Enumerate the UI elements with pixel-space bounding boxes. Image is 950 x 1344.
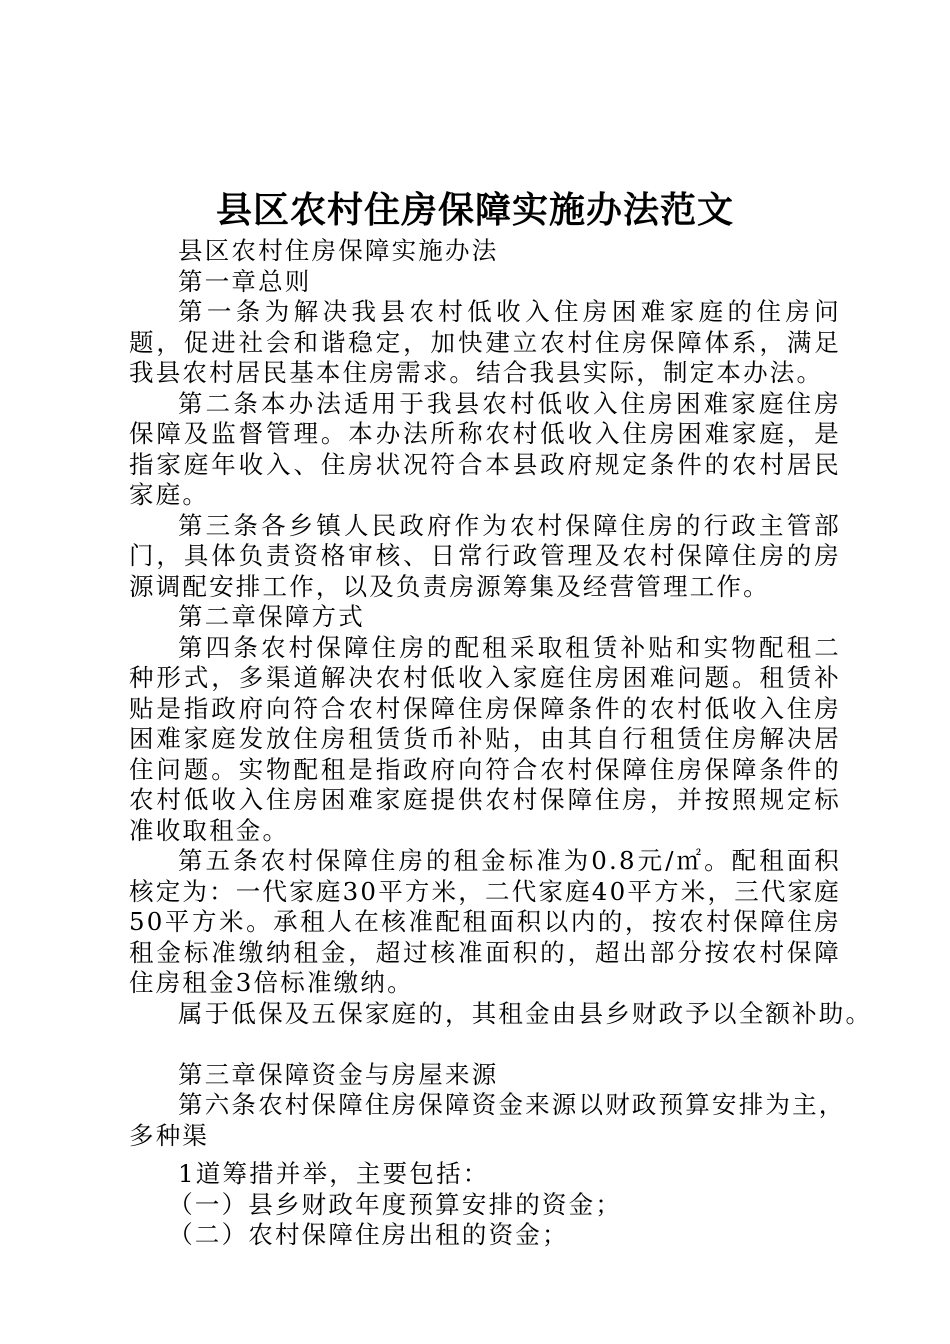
- subtitle: 县区农村住房保障实施办法: [178, 236, 499, 265]
- article-paragraph: 第二条本办法适用于我县农村低收入住房困难家庭住房保障及监督管理。本办法所称农村低收入住房困难家庭，是指家庭年收入、住房状况符合本县政府规定条件的农村居民家庭。: [129, 388, 841, 509]
- chapter-heading: 第二章保障方式: [178, 602, 365, 631]
- article-paragraph: 第五条农村保障住房的租金标准为0.8元/㎡。配租面积核定为：一代家庭30平方米，二代家庭40平方米，三代家庭50平方米。承租人在核准配租面积以内的，按农村保障住房租金标准缴纳租金，超过核准面积的，超出部分按农村保障住房租金3倍标准缴纳。: [129, 846, 841, 997]
- article-paragraph: 第四条农村保障住房的配租采取租赁补贴和实物配租二种形式，多渠道解决农村低收入家庭住房困难问题。租赁补贴是指政府向符合农村保障住房保障条件的农村低收入住房困难家庭发放住房租赁货币补贴，由其自行租赁住房解决居住问题。实物配租是指政府向符合农村保障住房保障条件的农村低收入住房困难家庭提供农村保障住房，并按照规定标准收取租金。: [129, 632, 841, 845]
- article-paragraph: 属于低保及五保家庭的，其租金由县乡财政予以全额补助。: [178, 998, 873, 1028]
- list-item: （二）农村保障住房出租的资金；: [168, 1220, 569, 1249]
- article-paragraph: 第六条农村保障住房保障资金来源以财政预算安排为主，: [178, 1090, 846, 1119]
- chapter-heading: 第三章保障资金与房屋来源: [178, 1059, 499, 1089]
- document-title: 县区农村住房保障实施办法范文: [215, 189, 734, 231]
- article-continuation: 多种渠: [129, 1120, 210, 1150]
- article-paragraph: 第三条各乡镇人民政府作为农村保障住房的行政主管部门，具体负责资格审核、日常行政管理及农村保障住房的房源调配安排工作，以及负责房源筹集及经营管理工作。: [129, 510, 841, 601]
- article-continuation: 1道筹措并举，主要包括：: [178, 1159, 490, 1188]
- chapter-heading: 第一章总则: [178, 266, 312, 296]
- document-body: [129, 236, 873, 1251]
- list-item: （一）县乡财政年度预算安排的资金；: [168, 1189, 623, 1219]
- blank-line: [129, 1029, 841, 1060]
- article-paragraph: 第一条为解决我县农村低收入住房困难家庭的住房问题，促进社会和谐稳定，加快建立农村住房保障体系，满足我县农村居民基本住房需求。结合我县实际，制定本办法。: [129, 297, 841, 387]
